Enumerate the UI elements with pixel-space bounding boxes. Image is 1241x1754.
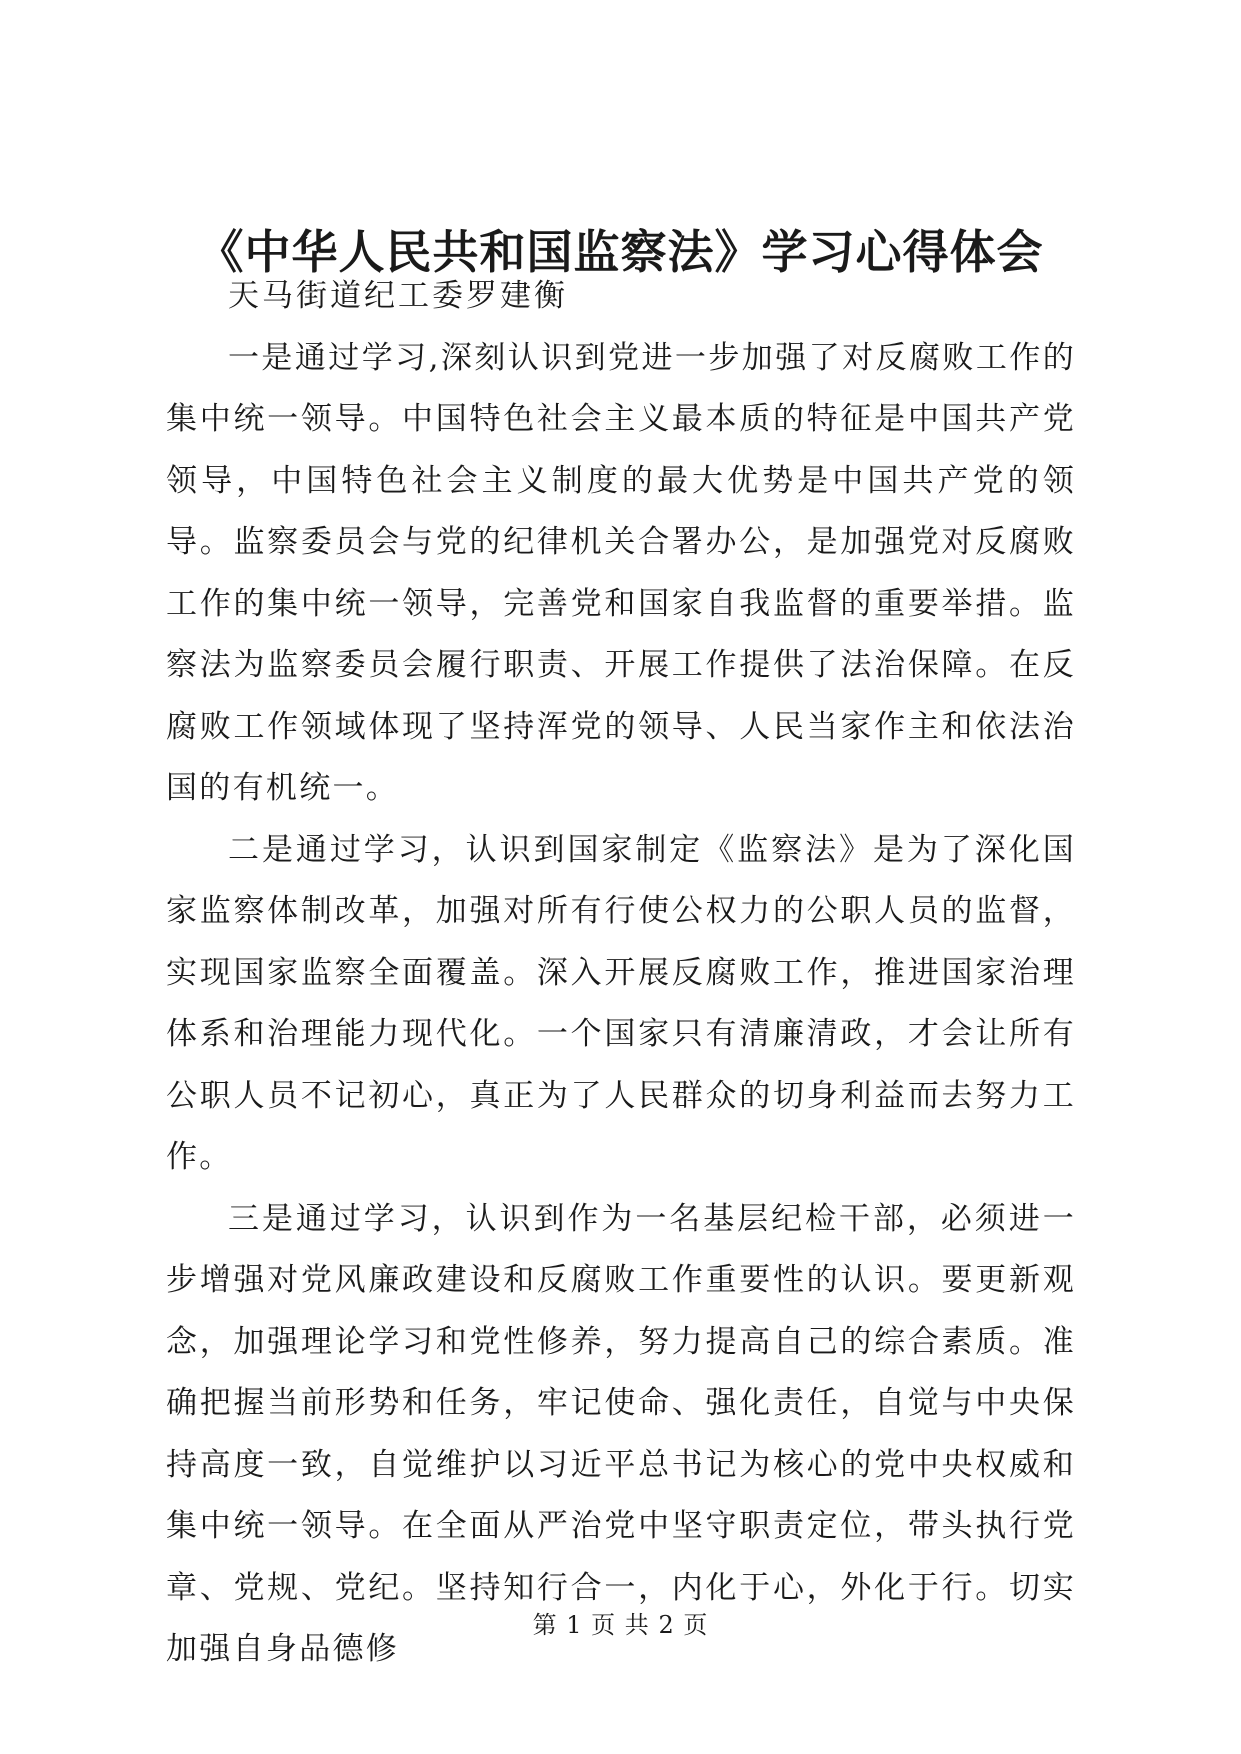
document-title: 《中华人民共和国监察法》学习心得体会 <box>197 225 1044 279</box>
page-number-footer: 第 1 页 共 2 页 <box>532 1611 709 1639</box>
paragraph-1: 一是通过学习,深刻认识到党进一步加强了对反腐败工作的集中统一领导。中国特色社会主义最本质的特征是中国共产党领导，中国特色社会主义制度的最大优势是中国共产党的领导。监察委员会与党的纪律机关合署办公，是加强党对反腐败工作的集中统一领导，完善党和国家自我监督的重要举措。监察法为监察委员会履行职责、开展工作提供了法治保障。在反腐败工作领域体现了坚持浑党的领导、人民当家作主和依法治国的有机统一。 <box>166 339 1076 806</box>
author-line: 天马街道纪工委罗建衡 <box>228 278 568 314</box>
paragraph-2: 二是通过学习，认识到国家制定《监察法》是为了深化国家监察体制改革，加强对所有行使公权力的公职人员的监督，实现国家监察全面覆盖。深入开展反腐败工作，推进国家治理体系和治理能力现代化。一个国家只有清廉清政，才会让所有公职人员不记初心，真正为了人民群众的切身利益而去努力工作。 <box>166 831 1076 1175</box>
document-body <box>166 266 1076 1681</box>
paragraph-3: 三是通过学习，认识到作为一名基层纪检干部，必须进一步增强对党风廉政建设和反腐败工作重要性的认识。要更新观念，加强理论学习和党性修养，努力提高自己的综合素质。准确把握当前形势和任务，牢记使命、强化责任，自觉与中央保持高度一致，自觉维护以习近平总书记为核心的党中央权威和集中统一领导。在全面从严治党中坚守职责定位，带头执行党章、党规、党纪。坚持知行合一，内化于心，外化于行。切实加强自身品德修 <box>166 1200 1076 1667</box>
